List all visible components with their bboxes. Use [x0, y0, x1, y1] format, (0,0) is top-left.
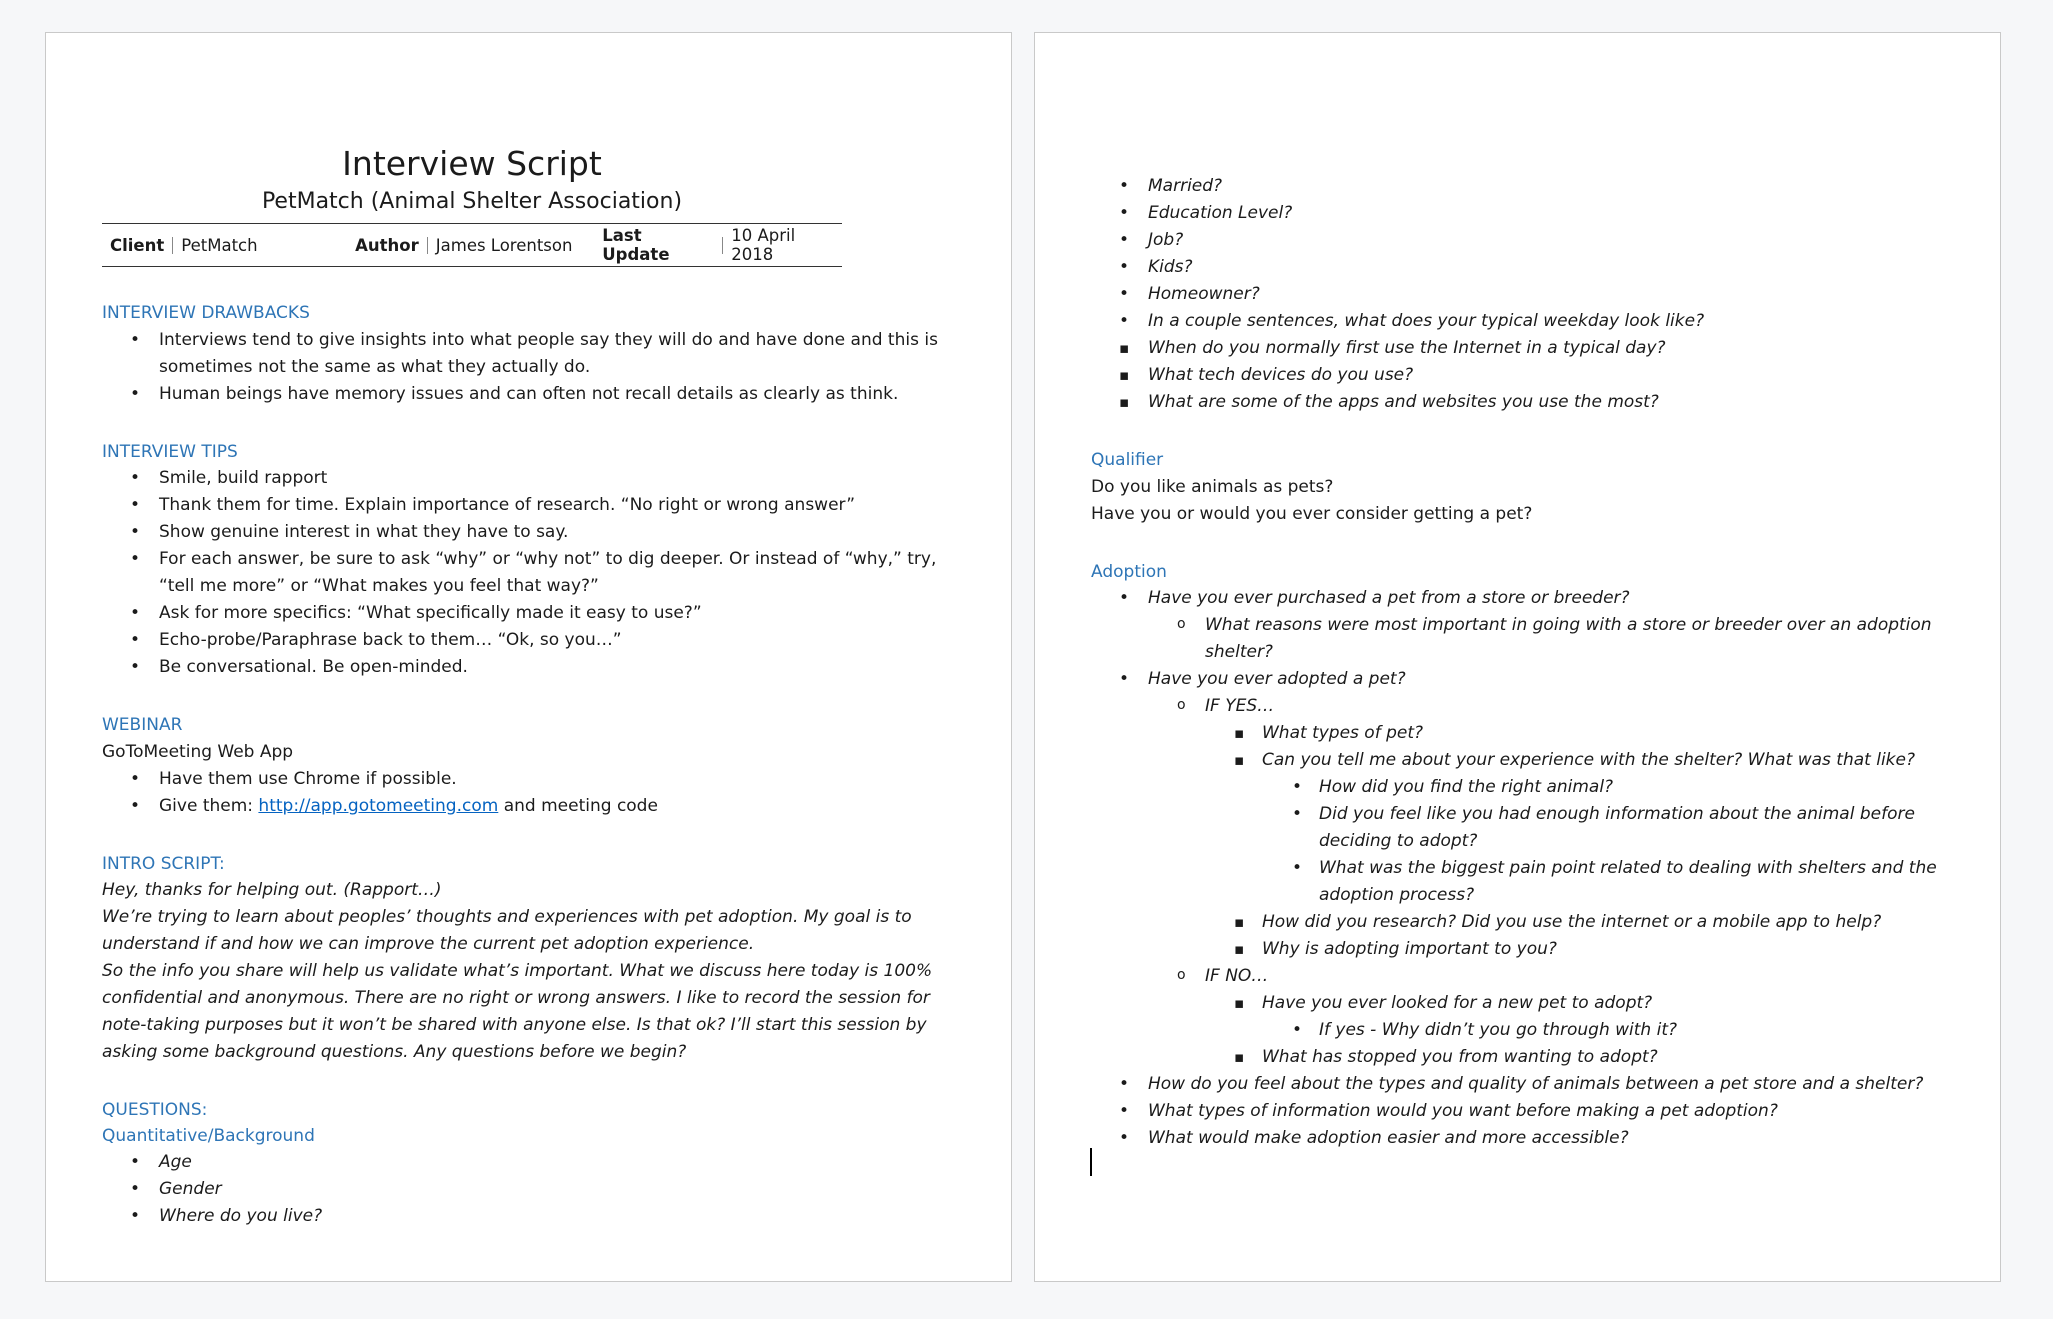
list-item[interactable]: ▪ How did you research? Did you use the internet or a mobile app to help? — [1091, 909, 1961, 936]
list-item[interactable]: ▪ What has stopped you from wanting to adopt? — [1091, 1044, 1961, 1071]
list-item[interactable]: • Did you feel like you had enough information about the animal before deciding to adopt? — [1091, 801, 1961, 855]
intro-line-3[interactable]: So the info you share will help us validate what’s important. What we discuss here today is 100% confidential and anonymous. There are no right or wrong answers. I like to record the session for note-taking purposes but it won’t be shared with anyone else. Is that ok? I’ll start this session by asking some background questions. Any questions before we begin? — [102, 961, 933, 1063]
intro-line-2[interactable]: We’re trying to learn about peoples’ thoughts and experiences with pet adoption. My goal is to understand if and how we can improve the current pet adoption experience. — [102, 907, 912, 955]
webinar-app[interactable]: GoToMeeting Web App — [102, 741, 294, 762]
list-item[interactable]: • Be conversational. Be open-minded. — [102, 654, 962, 681]
heading-qualifier[interactable]: Qualifier — [1091, 450, 1164, 470]
heading-webinar[interactable]: WEBINAR — [102, 715, 183, 736]
page-2-content — [1091, 173, 1961, 1152]
meta-client-value: PetMatch — [181, 235, 258, 255]
meta-update-label: Last Update — [602, 226, 670, 265]
intro-line-1[interactable]: Hey, thanks for helping out. (Rapport…) — [102, 880, 442, 901]
list-item[interactable]: • Education Level? — [1091, 200, 1961, 227]
title-block — [102, 143, 842, 216]
heading-interview-drawbacks[interactable]: INTERVIEW DRAWBACKS — [102, 303, 310, 324]
background-list-page-2 — [1091, 173, 1961, 416]
document-subtitle[interactable]: PetMatch (Animal Shelter Association) — [261, 188, 683, 214]
meta-last-update[interactable] — [602, 226, 842, 264]
list-item[interactable]: • Gender — [102, 1176, 962, 1203]
list-item[interactable]: • What was the biggest pain point related to dealing with shelters and the adoption process? — [1091, 855, 1961, 909]
list-item[interactable] — [102, 793, 962, 820]
list-item[interactable]: • Ask for more specifics: “What specifically made it easy to use?” — [102, 600, 962, 627]
list-item[interactable]: o IF YES… — [1091, 693, 1961, 720]
webinar-list — [102, 766, 962, 820]
list-item[interactable]: ▪ What tech devices do you use? — [1091, 362, 1961, 389]
list-item[interactable]: • Married? — [1091, 173, 1961, 200]
heading-interview-tips[interactable]: INTERVIEW TIPS — [102, 441, 238, 462]
text-cursor — [1090, 1148, 1092, 1176]
tips-list — [102, 465, 962, 681]
meta-author-value: James Lorentson — [435, 235, 573, 255]
meta-separator — [722, 237, 723, 254]
list-item[interactable]: • Smile, build rapport — [102, 465, 962, 492]
background-list-page-1 — [102, 1149, 962, 1230]
heading-adoption[interactable]: Adoption — [1091, 561, 1167, 582]
document-title[interactable]: Interview Script — [342, 144, 602, 183]
list-item[interactable]: ▪ Why is adopting important to you? — [1091, 936, 1961, 963]
meta-client[interactable] — [110, 236, 355, 255]
webinar-give-prefix: Give them: — [159, 795, 259, 816]
drawbacks-list — [102, 327, 962, 408]
gotomeeting-link[interactable]: http://app.gotomeeting.com — [258, 795, 499, 816]
heading-questions[interactable]: QUESTIONS: — [102, 1100, 208, 1121]
list-item[interactable]: • Homeowner? — [1091, 281, 1961, 308]
list-item[interactable]: ▪ Have you ever looked for a new pet to adopt? — [1091, 990, 1961, 1017]
list-item[interactable]: • Kids? — [1091, 254, 1961, 281]
heading-intro-script[interactable]: INTRO SCRIPT: — [102, 853, 225, 874]
list-item[interactable]: • Interviews tend to give insights into what people say they will do and have done and this is sometimes not the same as what they actually do. — [102, 327, 962, 381]
list-item[interactable]: ▪ What are some of the apps and websites you use the most? — [1091, 389, 1961, 416]
list-item[interactable]: • Where do you live? — [102, 1203, 962, 1230]
meta-separator — [427, 237, 428, 254]
list-item[interactable]: • What would make adoption easier and more accessible? — [1091, 1125, 1961, 1152]
list-item[interactable]: • Have you ever purchased a pet from a store or breeder? — [1091, 585, 1961, 612]
list-item[interactable]: • Have them use Chrome if possible. — [102, 766, 962, 793]
qualifier-question-2[interactable]: Have you or would you ever consider getting a pet? — [1091, 503, 1533, 524]
document-meta-row — [102, 223, 842, 267]
list-item[interactable]: • Human beings have memory issues and can often not recall details as clearly as think. — [102, 381, 962, 408]
page-1-content — [102, 143, 962, 1230]
list-item[interactable]: • What types of information would you want before making a pet adoption? — [1091, 1098, 1961, 1125]
list-item[interactable]: o What reasons were most important in going with a store or breeder over an adoption shelter? — [1091, 612, 1961, 666]
list-item[interactable]: • How do you feel about the types and quality of animals between a pet store and a shelter? — [1091, 1071, 1961, 1098]
list-item[interactable]: • Job? — [1091, 227, 1961, 254]
list-item[interactable]: • Show genuine interest in what they have to say. — [102, 519, 962, 546]
meta-separator — [172, 237, 173, 254]
meta-client-label: Client — [110, 235, 165, 255]
list-item[interactable]: • Echo-probe/Paraphrase back to them… “Ok, so you…” — [102, 627, 962, 654]
list-item[interactable]: ▪ When do you normally first use the Internet in a typical day? — [1091, 335, 1961, 362]
heading-quantitative-background[interactable]: Quantitative/Background — [102, 1125, 315, 1146]
list-item[interactable]: o IF NO… — [1091, 963, 1961, 990]
meta-update-value: 10 April 2018 — [731, 226, 796, 265]
document-page-2 — [1034, 32, 2001, 1282]
list-item[interactable]: • If yes - Why didn’t you go through with it? — [1091, 1017, 1961, 1044]
list-item[interactable]: • Thank them for time. Explain importance of research. “No right or wrong answer” — [102, 492, 962, 519]
list-item[interactable]: ▪ What types of pet? — [1091, 720, 1961, 747]
list-item[interactable]: • For each answer, be sure to ask “why” or “why not” to dig deeper. Or instead of “why,” try, “tell me more” or “What makes you feel that way?” — [102, 546, 962, 600]
document-page-1 — [45, 32, 1012, 1282]
list-item[interactable]: • In a couple sentences, what does your typical weekday look like? — [1091, 308, 1961, 335]
list-item[interactable]: • Age — [102, 1149, 962, 1176]
list-item[interactable]: • How did you find the right animal? — [1091, 774, 1961, 801]
webinar-give-suffix: and meeting code — [498, 795, 658, 816]
list-item[interactable]: • Have you ever adopted a pet? — [1091, 666, 1961, 693]
meta-author-label: Author — [355, 235, 419, 255]
qualifier-question-1[interactable]: Do you like animals as pets? — [1091, 476, 1334, 497]
meta-author[interactable] — [355, 236, 602, 255]
adoption-list — [1091, 585, 1961, 1152]
list-item[interactable]: ▪ Can you tell me about your experience with the shelter? What was that like? — [1091, 747, 1961, 774]
